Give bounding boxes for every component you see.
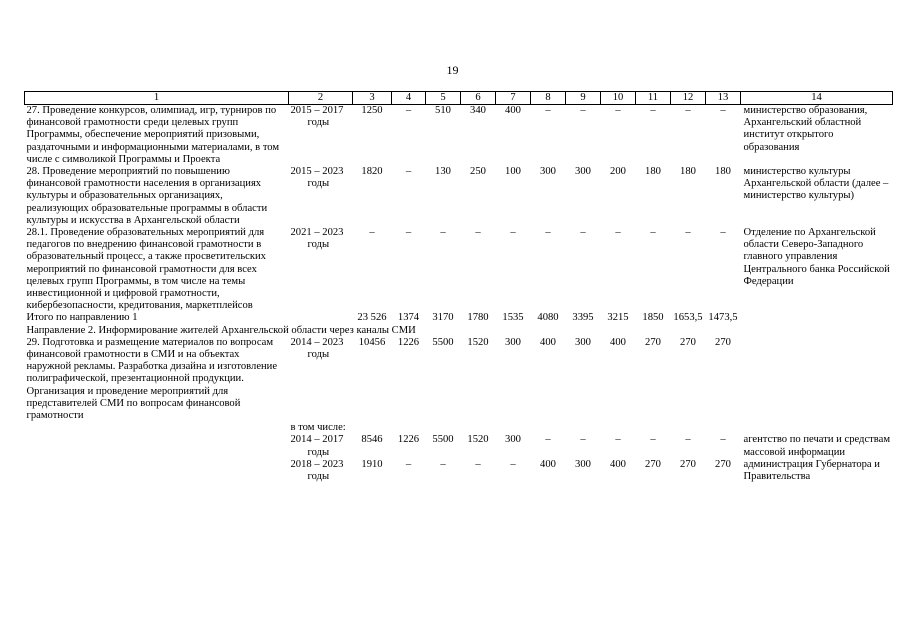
executor-cell: министерство образования, Архангельский областной институт открытого образования	[743, 105, 868, 153]
empty-cell	[25, 422, 289, 434]
value-cell: –	[720, 227, 726, 239]
value-cell: 1520	[467, 336, 489, 348]
page-number: 19	[446, 63, 459, 77]
empty-cell	[741, 312, 893, 324]
value-cell: –	[685, 434, 691, 446]
value-cell: 400	[540, 458, 556, 470]
value-cell: –	[545, 105, 551, 116]
value-cell: 270	[645, 336, 661, 348]
value-cell: 4080	[537, 312, 559, 324]
value-cell: –	[475, 458, 481, 470]
sub-row-2014-2017	[25, 434, 893, 458]
value-cell: 300	[575, 458, 591, 470]
value-cell: 1226	[397, 434, 420, 446]
value-cell: 300	[540, 166, 556, 178]
executor-cell: агентство по печати и средствам массовой информации	[743, 434, 891, 458]
value-cell: –	[650, 434, 656, 446]
period-range: 2021 – 2023	[290, 227, 344, 239]
total-label: Итого по направлению 1	[26, 312, 138, 324]
value-cell: –	[580, 434, 586, 446]
value-cell: 5500	[432, 336, 454, 348]
period-years: годы	[307, 239, 330, 251]
value-cell: 400	[610, 458, 626, 470]
empty-cell	[25, 434, 289, 458]
value-cell: 23 526	[357, 312, 387, 324]
value-cell: 5500	[432, 434, 454, 446]
value-cell: –	[510, 458, 516, 470]
value-cell: 400	[540, 336, 556, 348]
value-cell: 130	[435, 166, 451, 178]
col-header: 7	[496, 92, 531, 105]
col-header: 14	[741, 92, 893, 105]
value-cell: 250	[470, 166, 486, 178]
value-cell: 400	[610, 336, 626, 348]
executor-cell: министерство культуры Архангельской области (далее – министерство культуры)	[743, 166, 889, 202]
value-cell: 10456	[358, 336, 386, 348]
value-cell: 3170	[432, 312, 454, 324]
program-activities-table	[24, 91, 893, 483]
table-row-28	[25, 166, 893, 227]
value-cell: 300	[575, 336, 591, 348]
direction-2-row	[25, 325, 893, 337]
col-header: 2	[289, 92, 353, 105]
col-header: 10	[601, 92, 636, 105]
value-cell: –	[405, 105, 412, 116]
value-cell: 510	[435, 105, 451, 116]
value-cell: 180	[645, 166, 661, 178]
col-header: 9	[566, 92, 601, 105]
value-cell: 270	[645, 458, 661, 470]
period-years: годы	[307, 178, 330, 190]
value-cell: 1910	[361, 458, 383, 470]
including-row	[25, 422, 893, 434]
value-cell: –	[720, 105, 726, 116]
value-cell: –	[440, 458, 446, 470]
activity-period	[289, 337, 353, 422]
value-cell: –	[475, 227, 481, 239]
value-cell: 180	[715, 166, 731, 178]
value-cell: 1535	[502, 312, 524, 324]
empty-cell	[25, 459, 289, 483]
value-cell: –	[369, 227, 375, 239]
value-cell: 300	[505, 336, 521, 348]
sub-row-2018-2023	[25, 459, 893, 483]
value-cell: –	[650, 227, 656, 239]
col-header: 11	[636, 92, 671, 105]
value-cell: 1226	[397, 336, 420, 348]
activity-period	[289, 227, 353, 312]
table-row-29	[25, 337, 893, 422]
activity-description: 28.1. Проведение образовательных мероприятий для педагогов по внедрению финансовой грамотности в образовательный процесс, а также просветительских мероприятий по финансовой грамотности для всех целевых групп Программы, в том числе на темы инвестиционной и цифровой грамотности, кибербезопасности, кредитования, маркетплейсов	[26, 227, 266, 312]
value-cell: 3215	[607, 312, 629, 324]
col-header: 13	[706, 92, 741, 105]
empty-cell	[289, 312, 353, 324]
value-cell: –	[580, 227, 586, 239]
value-cell: 1850	[642, 312, 664, 324]
activity-period	[289, 166, 353, 227]
value-cell: 400	[505, 105, 521, 116]
col-header: 4	[392, 92, 426, 105]
value-cell: 300	[575, 166, 591, 178]
value-cell: –	[720, 434, 726, 446]
value-cell: 270	[715, 458, 731, 470]
value-cell: 1780	[467, 312, 489, 324]
value-cell: 1820	[361, 166, 383, 178]
activity-period	[289, 434, 353, 458]
table-row-28-1	[25, 227, 893, 312]
period-years: годы	[307, 471, 330, 483]
activity-period	[289, 105, 353, 167]
activity-description: 28. Проведение мероприятий по повышению финансовой грамотности населения в организациях культуры и образовательных организациях, реализующих образовательные программы в области культуры и искусства в Архангельской области	[26, 166, 268, 226]
value-cell: 1473,5	[708, 312, 738, 324]
period-years: годы	[307, 117, 330, 129]
value-cell: –	[685, 227, 691, 239]
value-cell: –	[615, 434, 621, 446]
value-cell: –	[405, 458, 412, 470]
value-cell: –	[650, 105, 656, 116]
value-cell: –	[510, 227, 516, 239]
value-cell: 3395	[572, 312, 594, 324]
activity-description: 27. Проведение конкурсов, олимпиад, игр, турниров по финансовой грамотности среди целевых групп Программы, обеспечение мероприятий призовыми, раздаточными и информационными материалами, в том числе с символикой Программы и Проекта	[26, 105, 280, 165]
value-cell: –	[615, 105, 621, 116]
period-range: 2014 – 2023	[290, 336, 344, 348]
value-cell: 1653,5	[673, 312, 703, 324]
value-cell: 200	[610, 166, 626, 178]
value-cell: –	[545, 434, 551, 446]
period-range: 2018 – 2023	[290, 458, 344, 470]
value-cell: 100	[505, 166, 521, 178]
value-cell: –	[440, 227, 446, 239]
period-years: годы	[307, 349, 330, 361]
value-cell: –	[685, 105, 691, 116]
period-range: 2015 – 2023	[290, 166, 344, 178]
total-row-direction-1	[25, 312, 893, 324]
col-header: 3	[353, 92, 392, 105]
col-header: 8	[531, 92, 566, 105]
col-header: 5	[426, 92, 461, 105]
including-label: в том числе:	[290, 422, 346, 434]
empty-cell	[426, 422, 893, 434]
table-row-27	[25, 105, 893, 167]
value-cell: 1374	[397, 312, 420, 324]
period-range: 2015 – 2017	[290, 105, 344, 116]
value-cell: 1520	[467, 434, 489, 446]
value-cell: –	[545, 227, 551, 239]
value-cell: 180	[680, 166, 696, 178]
value-cell: 1250	[361, 105, 383, 116]
executor-cell: Отделение по Архангельской области Северо-Западного главного управления Центрального банка Российской Федерации	[743, 227, 890, 287]
direction-heading: Направление 2. Информирование жителей Архангельской области через каналы СМИ	[26, 324, 416, 336]
value-cell: 270	[680, 458, 696, 470]
activity-period	[289, 459, 353, 483]
column-number-header-row	[25, 92, 893, 105]
value-cell: 340	[470, 105, 486, 116]
value-cell: 300	[505, 434, 521, 446]
executor-cell: администрация Губернатора и Правительства	[743, 458, 880, 483]
col-header: 1	[25, 92, 289, 105]
col-header: 12	[671, 92, 706, 105]
value-cell: –	[405, 227, 412, 239]
period-years: годы	[307, 446, 330, 458]
executor-cell	[741, 337, 893, 422]
value-cell: –	[405, 166, 412, 178]
col-header: 6	[461, 92, 496, 105]
value-cell: –	[615, 227, 621, 239]
activity-description: 29. Подготовка и размещение материалов по вопросам финансовой грамотности в СМИ и на объектах наружной рекламы. Разработка дизайна и изготовление полиграфической, презентационной продукции. Организация и проведение мероприятий для представителей СМИ по вопросам финансовой грамотности	[26, 336, 278, 422]
value-cell: 270	[680, 336, 696, 348]
value-cell: 8546	[361, 434, 383, 446]
period-range: 2014 – 2017	[290, 434, 344, 446]
value-cell: 270	[715, 336, 731, 348]
value-cell: –	[580, 105, 586, 116]
